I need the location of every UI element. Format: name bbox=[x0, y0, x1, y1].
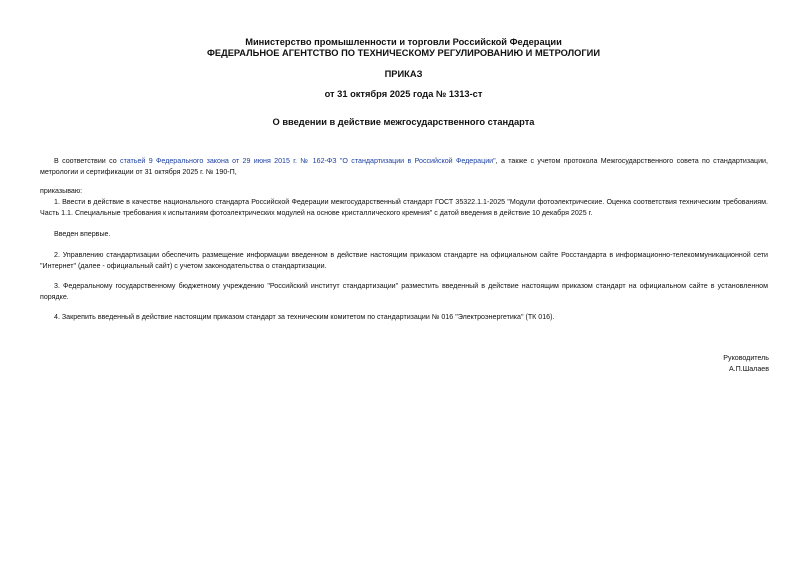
preamble-text-start: В соответствии со bbox=[54, 157, 121, 165]
paragraph-first-time: Введен впервые. bbox=[54, 230, 111, 238]
order-word: приказываю: bbox=[40, 187, 83, 195]
signature-title: Руководитель bbox=[723, 354, 769, 362]
preamble-text-end: , а также с учетом протокола Межгосударственного совета по стандартизации, метрологии и сертификации от 31 октября 2025 г. № 190-П, bbox=[40, 157, 768, 176]
ministry-heading: Министерство промышленности и торговли Российской Федерации bbox=[245, 37, 562, 47]
signature-name: А.П.Шалаев bbox=[728, 365, 769, 373]
paragraph-preamble bbox=[40, 156, 768, 178]
doc-subject-title: О введении в действие межгосударственного стандарта bbox=[272, 117, 535, 127]
paragraph-item-4: 4. Закрепить введенный в действие настоящим приказом стандарт за техническим комитетом по стандартизации № 016 "Электроэнергетика" (ТК 016). bbox=[54, 313, 555, 321]
doc-type-heading: ПРИКАЗ bbox=[384, 69, 423, 79]
paragraph-item-3: 3. Федеральному государственному бюджетному учреждению "Российский институт стандартизации" разместить введенный в действие настоящим приказом стандарт на официальном сайте в установленном порядке. bbox=[40, 282, 768, 301]
doc-date-number: от 31 октября 2025 года № 1313-ст bbox=[324, 89, 483, 99]
paragraph-item-1: 1. Ввести в действие в качестве национального стандарта Российской Федерации межгосударственный стандарт ГОСТ 35322.1.1-2025 "Модули фотоэлектрические. Оценка соответствия техническим требованиям. Часть 1.1. Специальные требования к испытаниям фотоэлектрических модулей на основе кристаллического кремния" с датой введения в действие 10 декабря 2025 г. bbox=[40, 198, 768, 217]
paragraph-item-2: 2. Управлению стандартизации обеспечить размещение информации введенном в действие настоящим приказом стандарте на официальном сайте Росстандарта в информационно-телекоммуникационной сети "Интернет" (далее - официальный сайт) с учетом законодательства о стандартизации. bbox=[40, 251, 768, 270]
agency-heading: ФЕДЕРАЛЬНОЕ АГЕНТСТВО ПО ТЕХНИЧЕСКОМУ РЕГУЛИРОВАНИЮ И МЕТРОЛОГИИ bbox=[206, 48, 601, 58]
law-link[interactable]: статьей 9 Федерального закона от 29 июня 2015 г. № 162-ФЗ "О стандартизации в Российской Федерации" bbox=[120, 157, 496, 165]
